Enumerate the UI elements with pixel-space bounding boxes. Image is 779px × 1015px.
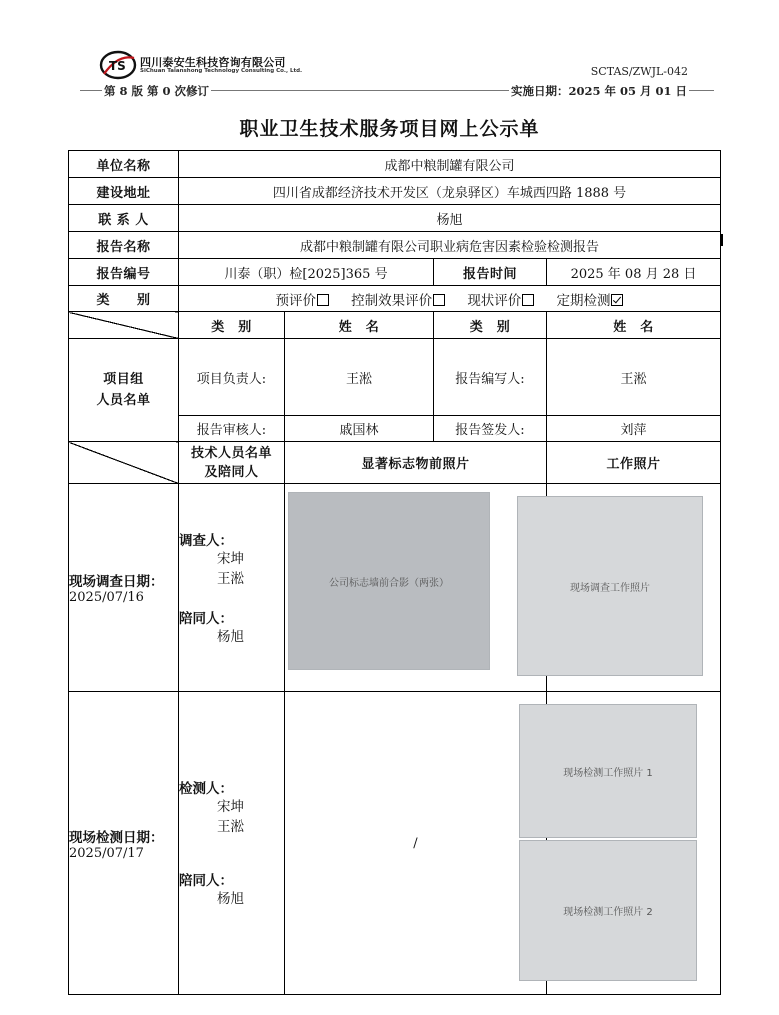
staff-header: 技术人员名单 及陪同人 [179,442,285,484]
row-team-1 [69,339,721,416]
team-header-diagonal [69,312,179,339]
svg-text:TS: TS [109,59,126,73]
tester-name: 王淞 [217,819,244,835]
team-name: 王淞 [547,339,721,416]
survey-landmark-photo [288,492,490,670]
row-photo-header [69,442,721,484]
team-col-name-1: 姓 名 [285,312,434,339]
checkbox-checked-icon [611,294,623,306]
category-options [179,286,721,312]
row-contact [69,205,721,232]
team-col-name-2: 姓 名 [547,312,721,339]
team-role: 报告编写人: [434,339,547,416]
testing-work-photo-2 [519,840,697,981]
document-code: SCTAS/ZWJL-042 [590,65,688,78]
contact-label: 联 系 人 [69,205,179,232]
team-name: 王淞 [285,339,434,416]
tester-label: 检测人： [179,781,233,797]
category-option-label: 预评价 [275,292,317,309]
report-time-label: 报告时间 [434,259,547,286]
checkbox-unchecked-icon [317,294,329,306]
category-option-label: 控制效果评价 [351,292,433,309]
effective-date: 实施日期：2025 年 05 月 01 日 [510,84,687,98]
team-col-type-2: 类 别 [434,312,547,339]
page-title: 职业卫生技术服务项目网上公示单 [239,118,540,140]
landmark-photo-header: 显著标志物前照片 [285,442,547,484]
testing-landmark-photo-cell: / [285,692,547,995]
survey-date-cell [69,484,179,692]
team-name: 刘萍 [547,416,721,442]
unit-label: 单位名称 [69,151,179,178]
contact-value: 杨旭 [179,205,721,232]
team-name: 戚国林 [285,416,434,442]
company-name-cn: 四川泰安生科技咨询有限公司 [140,56,286,69]
investigator-name: 王淞 [217,570,244,587]
company-logo [98,48,358,84]
testing-companion-name: 杨旭 [217,891,244,907]
survey-companion-label: 陪同人： [179,610,233,627]
row-category [69,286,721,312]
photo-header-diagonal [69,442,179,484]
photo-caption: 公司标志墙前合影（两张） [329,577,449,589]
category-option-control [351,293,445,309]
report-no-value: 川泰（职）检[2025]365 号 [179,259,434,286]
survey-work-photo [517,496,703,676]
testing-date-label: 现场检测日期： [69,829,164,846]
address-value: 四川省成都经济技术开发区（龙泉驿区）车城西四路 1888 号 [179,178,721,205]
category-option-label: 现状评价 [467,292,522,309]
unit-value: 成都中粮制罐有限公司 [179,151,721,178]
report-name-value: 成都中粮制罐有限公司职业病危害因素检验检测报告 [179,232,721,259]
address-label: 建设地址 [69,178,179,205]
team-role: 报告签发人: [434,416,547,442]
team-role: 项目负责人: [179,339,285,416]
row-report-no [69,259,721,286]
investigator-name: 宋坤 [217,550,244,567]
testing-date-value: 2025/07/17 [69,845,144,861]
category-option-periodic [556,293,623,309]
team-role: 报告审核人: [179,416,285,442]
category-option-status [467,293,534,309]
survey-staff-cell [179,484,285,692]
work-photo-header: 工作照片 [547,442,721,484]
category-option-label: 定期检测 [556,292,611,309]
investigator-label: 调查人： [179,532,233,549]
team-col-type-1: 类 别 [179,312,285,339]
photo-caption: 现场调查工作照片 [570,582,650,594]
team-group-label: 项目组 人员名单 [69,339,179,442]
testing-staff-cell [179,692,285,995]
version-text: 第 8 版 第 0 次修订 [104,84,210,98]
checkbox-unchecked-icon [522,294,534,306]
report-name-label: 报告名称 [69,232,179,259]
company-name-en: SiChuan Taianshong Technology Consulting Co., Ltd. [140,68,303,74]
row-unit [69,151,721,178]
checkbox-unchecked-icon [433,294,445,306]
testing-companion-label: 陪同人： [179,873,233,889]
survey-companion-name: 杨旭 [217,628,244,645]
survey-date-value: 2025/07/16 [69,590,144,605]
testing-work-photo-1 [519,704,697,838]
photo-caption: 现场检测工作照片 1 [563,767,653,779]
testing-date-cell [69,692,179,995]
company-logo-icon [98,48,138,82]
survey-date-label: 现场调查日期： [69,574,164,590]
row-team-header [69,312,721,339]
photo-caption: 现场检测工作照片 2 [563,907,653,918]
category-option-pre [276,293,330,309]
row-report-name [69,232,721,259]
report-no-label: 报告编号 [69,259,179,286]
row-address [69,178,721,205]
tester-name: 宋坤 [217,799,244,815]
report-time-value: 2025 年 08 月 28 日 [547,259,721,286]
edge-mark [721,234,723,246]
category-label: 类 别 [69,286,179,312]
